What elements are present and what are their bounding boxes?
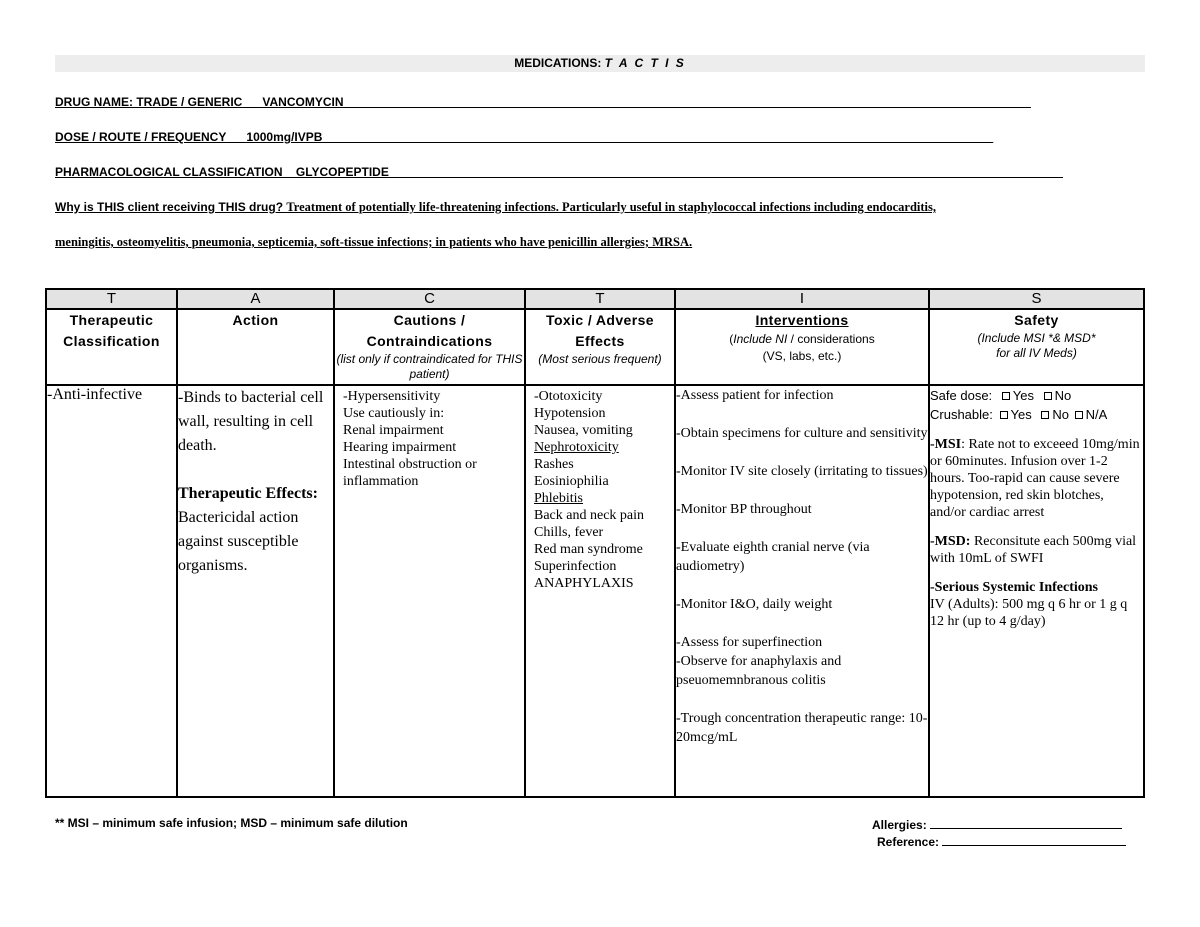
action-effects-label: Therapeutic Effects: — [178, 485, 318, 502]
intervention-item: -Evaluate eighth cranial nerve (via audiometry) — [676, 540, 870, 574]
letter-row — [46, 289, 1144, 309]
intervention-item: -Obtain specimens for culture and sensitivity — [676, 426, 928, 441]
intervention-item: -Observe for anaphylaxis and pseuomemnbranous colitis — [676, 654, 842, 688]
header-toxic: Toxic / Adverse Effects (Most serious frequent) — [525, 309, 675, 385]
caution-item: -Hypersensitivity — [343, 389, 441, 404]
drug-name-label: DRUG NAME: TRADE / GENERIC — [55, 95, 243, 109]
dose-value[interactable]: 1000mg/IVPB — [246, 130, 323, 144]
cell-action[interactable] — [177, 385, 334, 797]
intervention-item: -Trough concentration therapeutic range: 10-20mcg/mL — [676, 711, 928, 745]
crushable-row: Crushable: Yes No N/A — [930, 407, 1108, 422]
cell-safety[interactable] — [929, 385, 1144, 797]
letter-c: C — [334, 289, 525, 309]
caution-item: Hearing impairment — [343, 440, 457, 455]
intervention-item: -Monitor BP throughout — [676, 502, 812, 517]
allergies-line — [872, 816, 1122, 832]
toxic-item: Nausea, vomiting — [534, 423, 633, 438]
reference-field[interactable] — [942, 833, 1126, 846]
content-row — [46, 385, 1144, 797]
caution-item: Use cautiously in: — [343, 406, 445, 421]
why-line-2 — [55, 234, 692, 250]
cell-interventions[interactable] — [675, 385, 929, 797]
header-cautions: Cautions / Contraindications (list only if contraindicated for THIS patient) — [334, 309, 525, 385]
intervention-item: -Monitor I&O, daily weight — [676, 597, 833, 612]
title-prefix: MEDICATIONS: — [514, 56, 602, 70]
ssi-text: IV (Adults): 500 mg q 6 hr or 1 g q 12 hr (up to 4 g/day) — [930, 597, 1128, 629]
toxic-item: Red man syndrome — [534, 542, 643, 557]
header-therapeutic: Therapeutic Classification — [46, 309, 177, 385]
toxic-item: ANAPHYLAXIS — [534, 576, 634, 591]
ssi-block — [930, 579, 1143, 630]
header-action: Action — [177, 309, 334, 385]
toxic-item: Rashes — [534, 457, 574, 472]
header-cautions-sub: (list only if contraindicated for THIS patient) — [336, 352, 523, 381]
letter-t2: T — [525, 289, 675, 309]
msd-block: -MSD: Reconsitute each 500mg vial with 10mL of SWFI — [930, 534, 1137, 566]
safe-dose-row: Safe dose: Yes No — [930, 388, 1072, 403]
reference-line — [877, 833, 1126, 849]
drug-name-line: DRUG NAME: TRADE / GENERIC___VANCOMYCIN_______________________________________________________________________________________________________ — [55, 95, 1031, 109]
classification-value[interactable]: GLYCOPEPTIDE — [295, 165, 389, 179]
drug-name-value[interactable]: VANCOMYCIN — [262, 95, 344, 109]
letter-s: S — [929, 289, 1144, 309]
header-row — [46, 309, 1144, 385]
header-toxic-sub: (Most serious frequent) — [538, 352, 662, 366]
why-label: Why is THIS client receiving THIS drug? — [55, 200, 284, 214]
crushable-yes-checkbox[interactable] — [1000, 411, 1008, 419]
safe-dose-yes-checkbox[interactable] — [1002, 392, 1010, 400]
header-safety: Safety (Include MSI *& MSD* for all IV Meds) — [929, 309, 1144, 385]
toxic-item: Superinfection — [534, 559, 617, 574]
toxic-item: -Ototoxicity — [534, 389, 603, 404]
why-line-1 — [55, 199, 936, 215]
footer-note: ** MSI – minimum safe infusion; MSD – minimum safe dilution — [55, 816, 408, 830]
header-interventions-sub2: (VS, labs, etc.) — [762, 349, 842, 363]
action-text: -Binds to bacterial cell wall, resulting in cell death. — [178, 389, 324, 454]
intervention-item: -Assess patient for infection — [676, 388, 834, 403]
safe-dose-label: Safe dose: — [930, 388, 993, 403]
dose-label: DOSE / ROUTE / FREQUENCY — [55, 130, 227, 144]
header-safety-sub2: for all IV Meds) — [996, 346, 1077, 360]
cell-cautions[interactable] — [334, 385, 525, 797]
toxic-item: Eosiniophilia — [534, 474, 609, 489]
page-title — [55, 55, 1145, 72]
action-effects-text: Bactericidal action against susceptible organisms. — [178, 509, 299, 574]
intervention-item: -Monitor IV site closely (irritating to tissues) — [676, 464, 928, 479]
toxic-item: Back and neck pain — [534, 508, 645, 523]
toxic-item: Phlebitis — [534, 491, 584, 506]
title-acronym: T A C T I S — [604, 56, 686, 70]
reference-label: Reference: — [877, 835, 940, 849]
toxic-item: Nephrotoxicity — [534, 440, 619, 455]
classification-label: PHARMACOLOGICAL CLASSIFICATION — [55, 165, 283, 179]
why-reason-line-2: meningitis, osteomyelitis, pneumonia, septicemia, soft-tissue infections; in patients who have penicillin allergies; MRSA. — [55, 235, 693, 249]
allergies-field[interactable] — [930, 816, 1122, 829]
crushable-na-checkbox[interactable] — [1075, 411, 1083, 419]
letter-i: I — [675, 289, 929, 309]
toxic-item: Hypotension — [534, 406, 606, 421]
allergies-label: Allergies: — [872, 818, 927, 832]
tactis-table — [45, 288, 1145, 798]
toxic-item: Chills, fever — [534, 525, 604, 540]
header-interventions: Interventions (Include NI / considerations (VS, labs, etc.) — [675, 309, 929, 385]
crushable-label: Crushable: — [930, 407, 993, 422]
header-safety-sub: (Include MSI *& MSD* — [977, 331, 1096, 345]
caution-item: Renal impairment — [343, 423, 444, 438]
cell-therapeutic-classification[interactable]: -Anti-infective — [46, 385, 177, 797]
dose-line: DOSE / ROUTE / FREQUENCY___1000mg/IVPB__________________________________________________________________________________________________ __ — [55, 130, 994, 144]
intervention-item: -Assess for superfinection — [676, 635, 823, 650]
header-interventions-sub: (Include NI / considerations — [729, 332, 875, 346]
why-reason-line-1: Treatment of potentially life-threatening infections. Particularly useful in staphylococcal infections including endocarditis, — [286, 200, 937, 214]
letter-a: A — [177, 289, 334, 309]
ssi-label: -Serious Systemic Infections — [930, 580, 1098, 595]
classification-line: PHARMACOLOGICAL CLASSIFICATION__GLYCOPEPTIDE_____________________________________________________________________________________________________ — [55, 165, 1063, 179]
caution-item: Intestinal obstruction or inflammation — [343, 457, 477, 489]
msi-block: -MSI: Rate not to exceeed 10mg/min or 60minutes. Infusion over 1-2 hours. Too-rapid can cause severe hypotension, red skin blotches, and/or cardiac arrest — [930, 437, 1140, 520]
cell-toxic[interactable] — [525, 385, 675, 797]
crushable-no-checkbox[interactable] — [1041, 411, 1049, 419]
safe-dose-no-checkbox[interactable] — [1044, 392, 1052, 400]
letter-t: T — [46, 289, 177, 309]
